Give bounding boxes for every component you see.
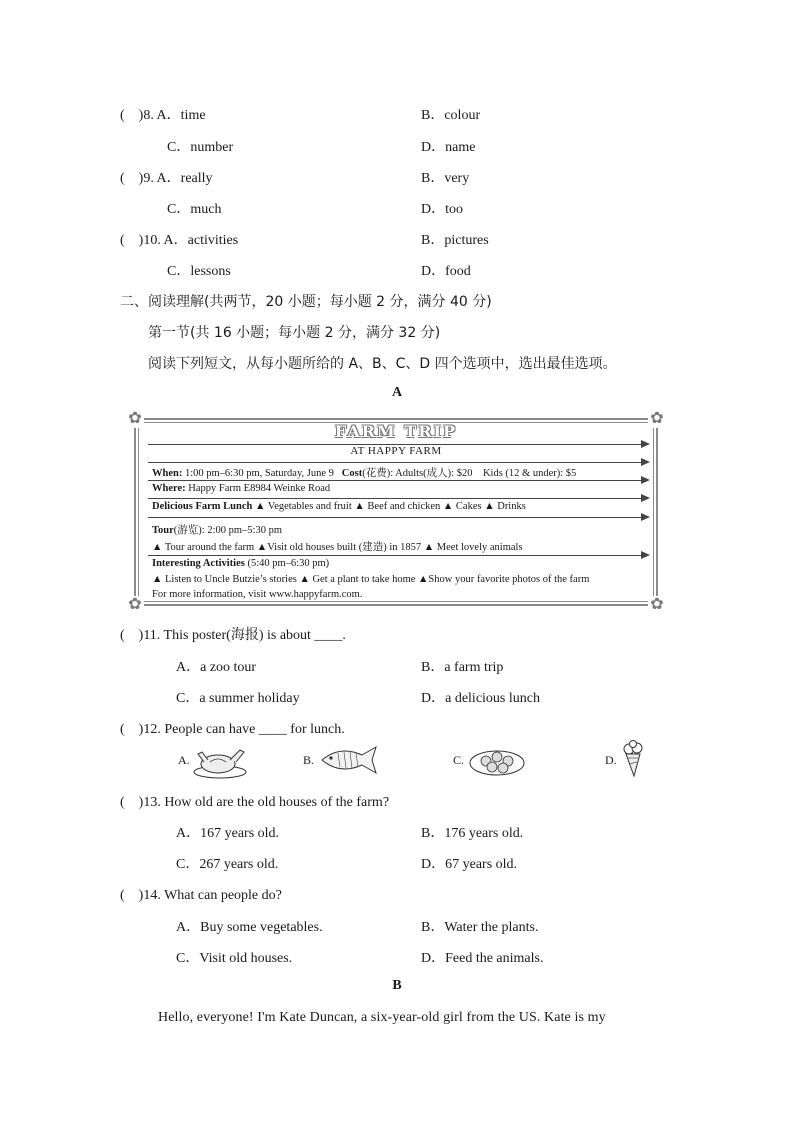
cost-label: Cost xyxy=(341,468,363,479)
flower-corner-icon: ✿ xyxy=(648,410,666,428)
q13-option-c: C．267 years old. xyxy=(176,857,279,872)
flower-corner-icon: ✿ xyxy=(126,410,144,428)
q11-option-b: B．a farm trip xyxy=(421,660,504,675)
poster-tour-line xyxy=(152,522,282,537)
q13-option-b: B．176 years old. xyxy=(421,826,524,841)
lunch-label: Delicious Farm Lunch xyxy=(152,501,253,512)
cost-value: (花费): Adults(成人): $20 Kids (12 & under): $5 xyxy=(362,468,577,479)
poster-when-line xyxy=(152,465,576,480)
tour-label: Tour xyxy=(152,525,174,536)
arrow-divider xyxy=(148,462,644,463)
poster-tour-items: ▲ Tour around the farm ▲Visit old houses built (建造) in 1857 ▲ Meet lovely animals xyxy=(152,542,523,553)
when-value: 1:00 pm–6:30 pm, Saturday, June 9 xyxy=(182,468,334,479)
q9-option-b: B．very xyxy=(421,171,470,186)
q10-option-a: ( )10. A．activities xyxy=(120,233,239,248)
poster-where-line xyxy=(152,483,330,494)
q14-stem: ( )14. What can people do? xyxy=(120,888,282,903)
q11-option-a: A．a zoo tour xyxy=(176,660,257,675)
poster-activities-items: ▲ Listen to Uncle Butzie’s stories ▲ Get a plant to take home ▲Show your favorite photos of the farm xyxy=(152,574,590,585)
passage-b-label: B xyxy=(392,978,402,993)
instruction: 阅读下列短文，从每小题所给的 A、B、C、D 四个选项中，选出最佳选项。 xyxy=(148,356,617,372)
poster-lunch-line xyxy=(152,501,526,512)
activities-value: (5:40 pm–6:30 pm) xyxy=(244,558,330,569)
passage-a-label: A xyxy=(391,385,403,400)
q11-stem: ( )11. This poster(海报) is about ____. xyxy=(120,628,346,643)
q9-option-c: C．much xyxy=(167,202,222,217)
poster-info-line: For more information, visit www.happyfarm.com. xyxy=(152,589,363,600)
section-title: 二、阅读理解(共两节，20 小题；每小题 2 分，满分 40 分) xyxy=(120,294,492,310)
poster-title: FARM TRIP xyxy=(334,422,458,441)
q14-option-b: B．Water the plants. xyxy=(421,920,539,935)
q12-option-a-label: A. xyxy=(178,753,190,767)
q12-option-d-label: D. xyxy=(605,753,617,767)
arrow-divider xyxy=(148,517,644,518)
part-title: 第一节(共 16 小题；每小题 2 分，满分 32 分) xyxy=(148,325,441,341)
arrow-divider xyxy=(148,555,644,556)
farm-trip-poster xyxy=(128,412,664,612)
flower-corner-icon: ✿ xyxy=(126,596,144,614)
q14-option-a: A．Buy some vegetables. xyxy=(176,920,323,935)
arrow-divider xyxy=(148,498,644,499)
q13-stem: ( )13. How old are the old houses of the farm? xyxy=(120,795,390,810)
q11-option-c: C．a summer holiday xyxy=(176,691,300,706)
q12-option-b-label: B. xyxy=(303,753,315,767)
q10-option-b: B．pictures xyxy=(421,233,489,248)
roast-chicken-icon xyxy=(192,742,248,780)
plate-of-food-icon xyxy=(468,743,526,777)
activities-label: Interesting Activities xyxy=(152,558,245,569)
fish-icon xyxy=(318,743,382,777)
q9-option-a: ( )9. A．really xyxy=(120,171,213,186)
q10-option-c: C．lessons xyxy=(167,264,231,279)
q8-option-d: D．name xyxy=(421,140,476,155)
poster-subtitle: AT HAPPY FARM xyxy=(350,445,442,457)
where-label: Where: xyxy=(152,483,186,494)
q13-option-a: A．167 years old. xyxy=(176,826,280,841)
passage-b-text: Hello, everyone! I'm Kate Duncan, a six-year-old girl from the US. Kate is my xyxy=(158,1010,606,1025)
q11-option-d: D．a delicious lunch xyxy=(421,691,540,706)
q14-option-d: D．Feed the animals. xyxy=(421,951,544,966)
q12-option-c-label: C. xyxy=(453,753,465,767)
q14-option-c: C．Visit old houses. xyxy=(176,951,293,966)
q10-option-d: D．food xyxy=(421,264,471,279)
tour-value: (游览): 2:00 pm–5:30 pm xyxy=(173,525,283,536)
when-label: When: xyxy=(152,468,183,479)
ice-cream-icon xyxy=(620,740,646,778)
where-value: Happy Farm E8984 Weinke Road xyxy=(185,483,331,494)
q8-option-a: ( )8. A．time xyxy=(120,108,206,123)
q9-option-d: D．too xyxy=(421,202,463,217)
poster-activities-line xyxy=(152,558,329,569)
q13-option-d: D．67 years old. xyxy=(421,857,518,872)
q8-option-c: C．number xyxy=(167,140,234,155)
lunch-value: ▲ Vegetables and fruit ▲ Beef and chicken ▲ Cakes ▲ Drinks xyxy=(252,501,526,512)
flower-corner-icon: ✿ xyxy=(648,596,666,614)
q8-option-b: B．colour xyxy=(421,108,481,123)
q12-stem: ( )12. People can have ____ for lunch. xyxy=(120,722,345,737)
arrow-divider xyxy=(148,480,644,481)
